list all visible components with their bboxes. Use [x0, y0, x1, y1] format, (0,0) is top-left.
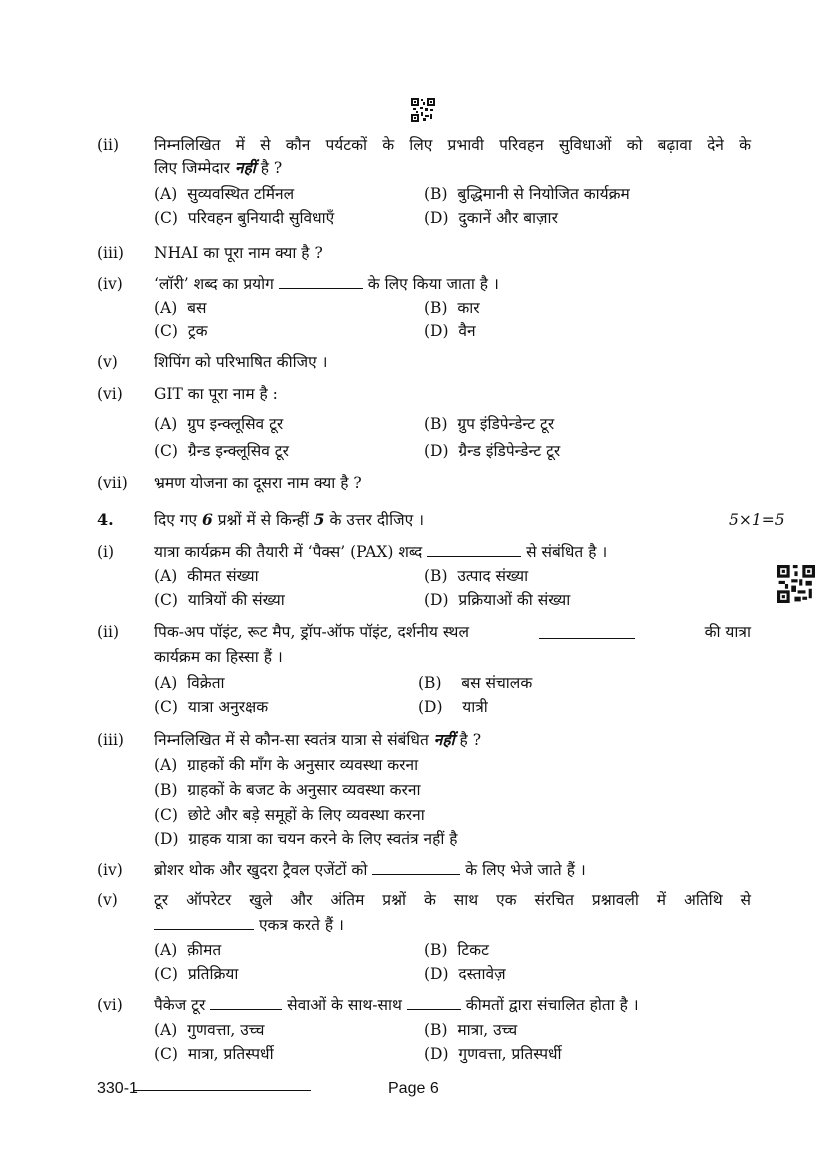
q4-v-option-a: (A) क़ीमत: [154, 941, 222, 959]
q4-v-line1: टूर ऑपरेटर खुले और अंतिम प्रश्नों के साथ एक संरचित प्रश्नावली में अतिथि से: [154, 891, 751, 909]
qr-code-side: [777, 565, 815, 603]
q3-vi-option-c: (C) ग्रैन्ड इन्क्लूसिव टूर: [154, 442, 289, 460]
q3-ii-option-d: (D) दुकानें और बाज़ार: [424, 209, 558, 227]
q4-i-number: (i): [97, 543, 115, 561]
q4-v-number: (v): [97, 891, 118, 909]
q3-vi-text: GIT का पूरा नाम है :: [154, 385, 278, 403]
q4-vi-option-b: (B) मात्रा, उच्च: [424, 1021, 518, 1039]
q4-i-option-b: (B) उत्पाद संख्या: [424, 567, 529, 585]
q4-v-line2: एकत्र करते हैं ।: [154, 915, 344, 935]
q4-vi-option-a: (A) गुणवत्ता, उच्च: [154, 1021, 265, 1039]
q4-i-option-a: (A) कीमत संख्या: [154, 567, 259, 585]
emphasis-nahin: नहीं: [433, 730, 455, 749]
q4-i-option-d: (D) प्रक्रियाओं की संख्या: [424, 591, 571, 609]
q4-v-option-d: (D) दस्तावेज़: [424, 965, 506, 983]
q4-iv-text: ब्रोशर थोक और खुदरा ट्रैवल एजेंटों को के लिए भेजे जाते हैं ।: [154, 861, 586, 879]
emphasis-nahin: नहीं: [234, 158, 256, 177]
q3-v-text: शिपिंग को परिभाषित कीजिए ।: [154, 353, 328, 371]
q4-ii-option-c: (C) यात्रा अनुरक्षक: [154, 698, 269, 716]
q4-iv-number: (iv): [97, 861, 123, 879]
q4-iii-option-d: (D) ग्राहक यात्रा का चयन करने के लिए स्वतंत्र नहीं है: [154, 830, 458, 848]
answer-blank: [154, 929, 254, 930]
footer-rule: [133, 1090, 311, 1091]
q3-vi-option-d: (D) ग्रैन्ड इंडिपेन्डेन्ट टूर: [424, 442, 561, 460]
q4-vi-number: (vi): [97, 996, 123, 1014]
q3-ii-option-c: (C) परिवहन बुनियादी सुविधाएँ: [154, 209, 335, 227]
q4-marks: 5×1=5: [729, 511, 785, 529]
q3-vi-option-a: (A) ग्रुप इन्क्लूसिव टूर: [154, 415, 284, 433]
q4-number: 4.: [97, 510, 114, 529]
q3-iv-option-c: (C) ट्रक: [154, 322, 208, 340]
q4-iii-number: (iii): [97, 731, 124, 749]
q4-iii-text: निम्नलिखित में से कौन-सा स्वतंत्र यात्रा से संबंधित नहीं है ?: [154, 730, 481, 749]
answer-blank: [407, 1009, 461, 1010]
qr-code-top: [411, 98, 435, 122]
q4-vi-text: पैकेज टूर सेवाओं के साथ-साथ कीमतों द्वारा संचालित होता है ।: [154, 996, 639, 1014]
q4-ii-option-a: (A) विक्रेता: [154, 674, 225, 692]
q4-ii-option-d: (D) यात्री: [418, 698, 488, 716]
q4-vi-option-d: (D) गुणवत्ता, प्रतिस्पर्धी: [424, 1045, 562, 1063]
q3-ii-option-a: (A) सुव्यवस्थित टर्मिनल: [154, 185, 295, 203]
q3-ii-line2: लिए जिम्मेदार नहीं है ?: [154, 158, 283, 177]
q4-v-option-c: (C) प्रतिक्रिया: [154, 965, 239, 983]
q3-iv-option-a: (A) बस: [154, 299, 207, 317]
q3-vi-option-b: (B) ग्रुप इंडिपेन्डेन्ट टूर: [424, 415, 555, 433]
q4-i-option-c: (C) यात्रियों की संख्या: [154, 591, 285, 609]
q3-iii-number: (iii): [97, 244, 124, 262]
q4-v-option-b: (B) टिकट: [424, 941, 489, 959]
q4-instruction: दिए गए 6 प्रश्नों में से किन्हीं 5 के उत्तर दीजिए ।: [154, 510, 424, 529]
q3-v-number: (v): [97, 353, 118, 371]
q3-iv-number: (iv): [97, 275, 123, 293]
q3-ii-option-b: (B) बुद्धिमानी से नियोजित कार्यक्रम: [424, 185, 630, 203]
q4-vi-option-c: (C) मात्रा, प्रतिस्पर्धी: [154, 1045, 274, 1063]
answer-blank: [279, 288, 363, 289]
answer-blank: [539, 622, 635, 639]
q3-vii-number: (vii): [97, 474, 128, 492]
q4-ii-line2: कार्यक्रम का हिस्सा हैं ।: [154, 648, 283, 666]
q3-iii-text: NHAI का पूरा नाम क्या है ?: [154, 244, 323, 262]
q3-ii-line1: निम्नलिखित में से कौन पर्यटकों के लिए प्रभावी परिवहन सुविधाओं को बढ़ावा देने के: [154, 136, 751, 154]
q3-vii-text: भ्रमण योजना का दूसरा नाम क्या है ?: [154, 474, 362, 492]
page-number: Page 6: [388, 1080, 439, 1097]
q3-vi-number: (vi): [97, 385, 123, 403]
q4-i-text: यात्रा कार्यक्रम की तैयारी में ‘पैक्स’ (PAX) शब्द से संबंधित है ।: [154, 543, 608, 561]
answer-blank: [210, 1009, 282, 1010]
q4-iii-option-b: (B) ग्राहकों के बजट के अनुसार व्यवस्था करना: [154, 781, 421, 799]
q4-ii-line1: पिक-अप पॉइंट, रूट मैप, ड्रॉप-ऑफ पॉइंट, दर्शनीय स्थल की यात्रा: [154, 623, 751, 641]
q4-iii-option-a: (A) ग्राहकों की माँग के अनुसार व्यवस्था करना: [154, 756, 419, 774]
q4-ii-option-b: (B) बस संचालक: [418, 674, 533, 692]
q3-iv-option-b: (B) कार: [424, 299, 480, 317]
answer-blank: [372, 874, 460, 875]
q3-iv-text: ‘लॉरी’ शब्द का प्रयोग के लिए किया जाता है ।: [154, 275, 499, 293]
paper-code: 330-1: [97, 1080, 138, 1097]
answer-blank: [427, 556, 521, 557]
q4-iii-option-c: (C) छोटे और बड़े समूहों के लिए व्यवस्था करना: [154, 806, 425, 824]
q3-ii-number: (ii): [97, 136, 120, 154]
q3-iv-option-d: (D) वैन: [424, 322, 476, 340]
q4-ii-number: (ii): [97, 623, 120, 641]
